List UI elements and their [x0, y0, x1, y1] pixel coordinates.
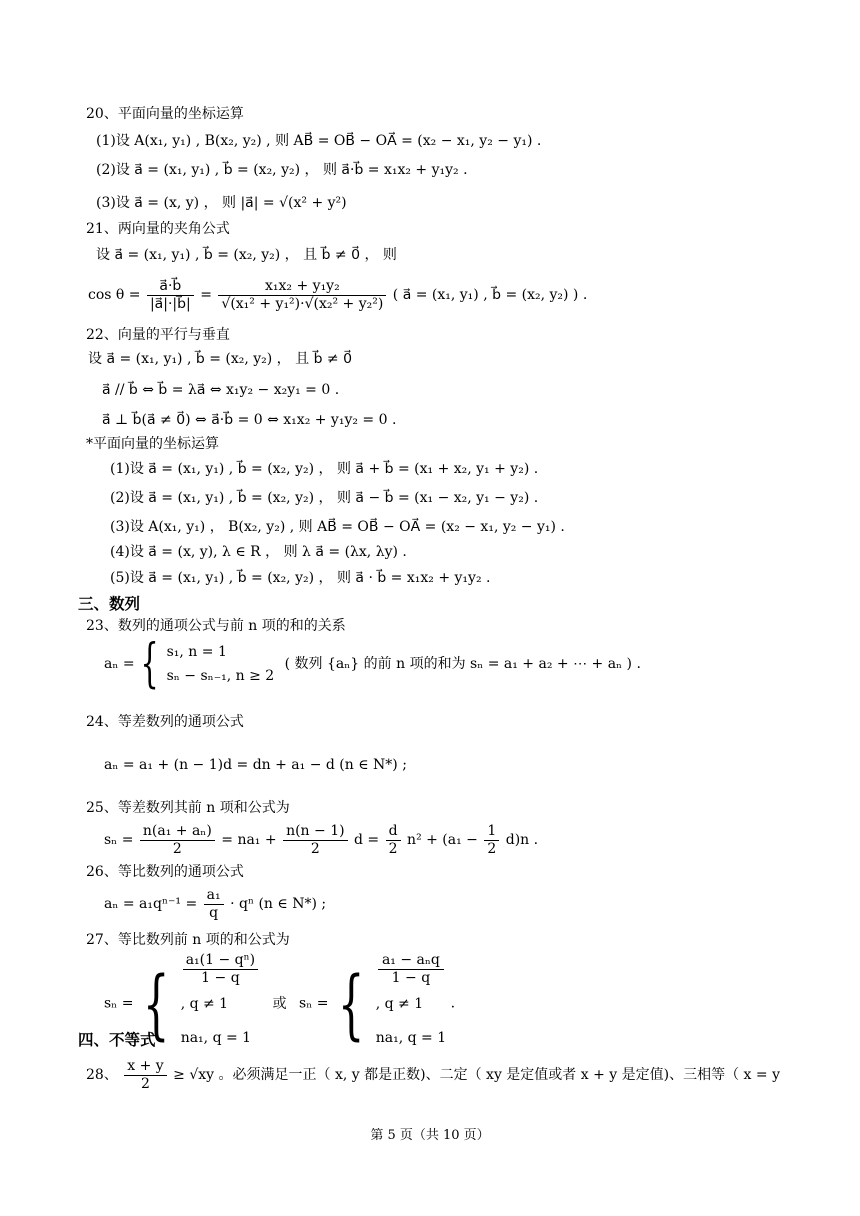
cos-lhs: cos θ = [88, 287, 141, 303]
fraction: $\frac{n(n - 1)}{2}$ [283, 823, 348, 858]
left-brace-icon: { [142, 958, 170, 1048]
an-lhs: aₙ = [104, 656, 135, 672]
formula-star-5: (5)设 a⃗ = (x₁, y₁) , b⃗ = (x₂, y₂) ， 则 a⃗ · b⃗ = x₁x₂ + y₁y₂ . [110, 570, 491, 586]
fraction: $\frac{x + y}{2}$ [124, 1058, 166, 1093]
chapter-4-heading: 四、不等式 [78, 1031, 156, 1049]
formula-26: aₙ = a₁qⁿ⁻¹ = $\frac{\text{a₁}}{q}$ · qⁿ (n ∈ N*) ; [104, 886, 327, 921]
piecewise-cases: a₁(1 − qⁿ) 1 − q , q ≠ 1 na₁, q = 1 [181, 952, 260, 1055]
piecewise-cases: a₁ − aₙq 1 − q , q ≠ 1 na₁, q = 1 [375, 952, 447, 1046]
fraction: $\frac{\text{n(a₁ + aₙ)}}{2}$ [140, 823, 215, 858]
section-20-title: 20、平面向量的坐标运算 [86, 106, 244, 122]
formula-21-2: cos θ = $\frac{a⃗\cdot b⃗}{|a⃗|\cdot|b⃗|}$ = $\frac{\text{x₁x₂ + y₁y₂}}{\text{√(x₁² + y₁²)·√(x₂² + y₂²)}}$ ( a⃗ = (x₁, y₁) , b⃗ = (x₂, y₂) ) . [88, 277, 588, 312]
formula-28: 28、 $\frac{x + y}{2}$ ≥ √xy 。必须满足一正（ x, y 都是正数)、二定（ xy 是定值或者 x + y 是定值)、三相等（ x = y [86, 1057, 780, 1092]
formula-25: sₙ = $\frac{\text{n(a₁ + aₙ)}}{2}$ = na₁ + $\frac{n(n - 1)}{2}$ d = $\frac{d}{2}$ n² + (a₁ − $\frac{1}{2}$ d)n . [104, 822, 539, 857]
section-27-title: 27、等比数列前 n 项的和公式为 [86, 932, 290, 948]
formula-22-1: 设 a⃗ = (x₁, y₁) , b⃗ = (x₂, y₂) ， 且 b⃗ ≠ 0⃗ [88, 351, 353, 367]
section-star-title: *平面向量的坐标运算 [86, 436, 219, 452]
fraction: $\frac{d}{2}$ [386, 823, 401, 858]
fraction: $\frac{\text{a₁}}{q}$ [204, 887, 224, 922]
formula-20-1: (1)设 A(x₁, y₁) , B(x₂, y₂) , 则 AB⃗ = OB⃗ − OA⃗ = (x₂ − x₁, y₂ − y₁) . [96, 133, 542, 149]
section-24-title: 24、等差数列的通项公式 [86, 714, 244, 730]
formula-20-3: (3)设 a⃗ = (x, y) ， 则 |a⃗| = √(x² + y²) [96, 195, 347, 211]
chapter-3-heading: 三、数列 [78, 595, 141, 613]
formula-star-4: (4)设 a⃗ = (x, y), λ ∈ R ， 则 λ a⃗ = (λx, λy) . [110, 544, 407, 560]
formula-27: sₙ = { a₁(1 − qⁿ) 1 − q , q ≠ 1 na₁, q = 1 或 sₙ = { a₁ − aₙq 1 − q , q ≠ 1 na₁, q = 1 . [104, 952, 455, 1055]
left-brace-icon: { [140, 634, 159, 694]
fraction: $\frac{\text{x₁x₂ + y₁y₂}}{\text{√(x₁² + y₁²)·√(x₂² + y₂²)}}$ [218, 278, 386, 313]
section-21-title: 21、两向量的夹角公式 [86, 221, 230, 237]
fraction: $\frac{a⃗\cdot b⃗}{|a⃗|\cdot|b⃗|}$ [147, 278, 194, 313]
formula-star-2: (2)设 a⃗ = (x₁, y₁) , b⃗ = (x₂, y₂) ， 则 a⃗ − b⃗ = (x₁ − x₂, y₁ − y₂) . [110, 490, 539, 506]
formula-22-2: a⃗ // b⃗ ⇔ b⃗ = λa⃗ ⇔ x₁y₂ − x₂y₁ = 0 . [102, 382, 340, 398]
piecewise-cases: s₁, n = 1 sₙ − sₙ₋₁, n ≥ 2 [166, 644, 275, 684]
section-23-title: 23、数列的通项公式与前 n 项的和的关系 [86, 618, 346, 634]
formula-21-1: 设 a⃗ = (x₁, y₁) , b⃗ = (x₂, y₂) ， 且 b⃗ ≠ 0⃗ ， 则 [96, 247, 397, 263]
section-25-title: 25、等差数列其前 n 项和公式为 [86, 800, 290, 816]
formula-star-3: (3)设 A(x₁, y₁) ， B(x₂, y₂) , 则 AB⃗ = OB⃗ − OA⃗ = (x₂ − x₁, y₂ − y₁) . [110, 519, 565, 535]
formula-24: aₙ = a₁ + (n − 1)d = dn + a₁ − d (n ∈ N*) ; [104, 757, 407, 773]
formula-star-1: (1)设 a⃗ = (x₁, y₁) , b⃗ = (x₂, y₂) ， 则 a⃗ + b⃗ = (x₁ + x₂, y₁ + y₂) . [110, 461, 539, 477]
section-26-title: 26、等比数列的通项公式 [86, 864, 244, 880]
section-22-title: 22、向量的平行与垂直 [86, 327, 230, 343]
note: ( 数列 {aₙ} 的前 n 项的和为 sₙ = a₁ + a₂ + ⋯ + aₙ ) . [284, 656, 641, 672]
formula-22-3: a⃗ ⊥ b⃗(a⃗ ≠ 0⃗) ⇔ a⃗·b⃗ = 0 ⇔ x₁x₂ + y₁y₂ = 0 . [102, 412, 397, 428]
fraction: $\frac{1}{2}$ [484, 823, 499, 858]
formula-20-2: (2)设 a⃗ = (x₁, y₁) , b⃗ = (x₂, y₂) ， 则 a⃗·b⃗ = x₁x₂ + y₁y₂ . [96, 162, 468, 178]
formula-23 [104, 634, 641, 694]
page-footer: 第 5 页（共 10 页） [370, 1128, 490, 1143]
left-brace-icon: { [337, 958, 365, 1048]
condition: ( a⃗ = (x₁, y₁) , b⃗ = (x₂, y₂) ) . [392, 287, 588, 303]
